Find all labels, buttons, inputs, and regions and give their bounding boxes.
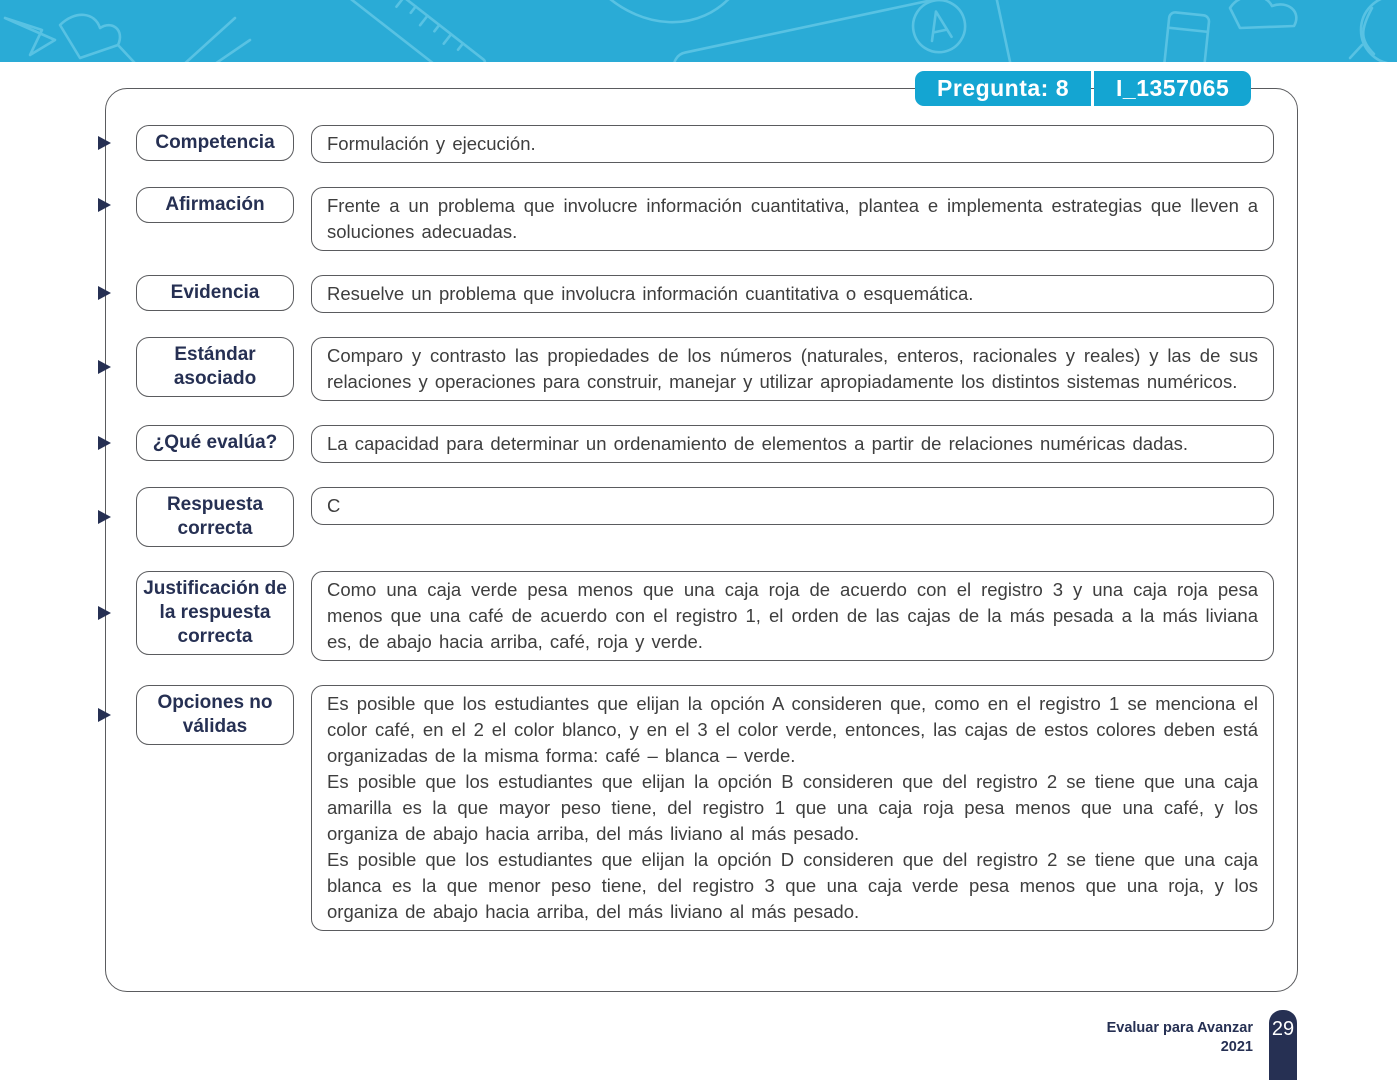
row-respuesta-correcta [106, 487, 1297, 547]
page-number-pill [1269, 1010, 1297, 1080]
row-que-evalua [106, 425, 1297, 463]
school-doodles-icon [0, 0, 1397, 62]
arrow-right-icon [98, 606, 111, 620]
arrow-right-icon [98, 198, 111, 212]
question-badge [915, 71, 1251, 106]
arrow-right-icon [98, 286, 111, 300]
content-respuesta-correcta: C [311, 487, 1274, 525]
arrow-right-icon [98, 136, 111, 150]
content-frame [105, 88, 1298, 992]
invalid-option-a-paragraph: Es posible que los estudiantes que elijan la opción A consideren que, como en el registro 1 se menciona el color café, en el 2 el color blanco, y en el 3 el color verde, entonces, las cajas de estos colores deben está organizadas de la misma forma: café – blanca – verde. [327, 693, 1258, 766]
label-estandar-asociado: Estándar asociado [136, 337, 294, 397]
content-justificacion: Como una caja verde pesa menos que una caja roja de acuerdo con el registro 3 y una caja roja pesa menos que una café de acuerdo con el registro 1, el orden de las cajas de la más pesada a la más liviana es, de abajo hacia arriba, café, roja y verde. [311, 571, 1274, 661]
content-que-evalua: La capacidad para determinar un ordenamiento de elementos a partir de relaciones numéricas dadas. [311, 425, 1274, 463]
footer-line2: 2021 [1220, 1039, 1253, 1055]
label-respuesta-correcta: Respuesta correcta [136, 487, 294, 547]
arrow-right-icon [98, 360, 111, 374]
footer-booklet-title [993, 1019, 1253, 1057]
row-opciones-no-validas [106, 685, 1297, 931]
section-rows [106, 89, 1297, 955]
invalid-option-d-paragraph: Es posible que los estudiantes que elijan la opción D consideren que del registro 2 se tiene que una caja blanca es la que menor peso tiene, del registro 3 que una caja verde pesa menos que una roja, y los organiza de abajo hacia arriba, del más liviano al más pesado. [327, 849, 1258, 922]
header-doodle-band [0, 0, 1397, 62]
arrow-right-icon [98, 436, 111, 450]
label-afirmacion: Afirmación [136, 187, 294, 223]
invalid-option-b-paragraph: Es posible que los estudiantes que elijan la opción B consideren que del registro 2 se tiene que una caja amarilla es la que mayor peso tiene, del registro 1 que una caja roja pesa menos que una café, y los organiza de abajo hacia arriba, del más liviano al más pesado. [327, 771, 1258, 844]
label-que-evalua: ¿Qué evalúa? [136, 425, 294, 461]
row-estandar-asociado [106, 337, 1297, 401]
footer-line1: Evaluar para Avanzar [1106, 1020, 1253, 1036]
content-afirmacion: Frente a un problema que involucre información cuantitativa, plantea e implementa estrategias que lleven a soluciones adecuadas. [311, 187, 1274, 251]
row-afirmacion [106, 187, 1297, 251]
content-opciones-no-validas [311, 685, 1274, 931]
label-evidencia: Evidencia [136, 275, 294, 311]
question-number-label: Pregunta: 8 [915, 71, 1091, 106]
content-estandar-asociado: Comparo y contrasto las propiedades de los números (naturales, enteros, racionales y reales) y las de sus relaciones y operaciones para construir, manejar y utilizar apropiadamente los distintos sistemas numéricos. [311, 337, 1274, 401]
content-evidencia: Resuelve un problema que involucra información cuantitativa o esquemática. [311, 275, 1274, 313]
row-justificacion [106, 571, 1297, 661]
row-competencia [106, 125, 1297, 163]
label-competencia: Competencia [136, 125, 294, 161]
question-code-label: I_1357065 [1094, 71, 1251, 106]
label-justificacion: Justificación de la respuesta correcta [136, 571, 294, 655]
arrow-right-icon [98, 510, 111, 524]
arrow-right-icon [98, 708, 111, 722]
content-competencia: Formulación y ejecución. [311, 125, 1274, 163]
page-number: 29 [1271, 1018, 1295, 1040]
label-opciones-no-validas: Opciones no válidas [136, 685, 294, 745]
row-evidencia [106, 275, 1297, 313]
